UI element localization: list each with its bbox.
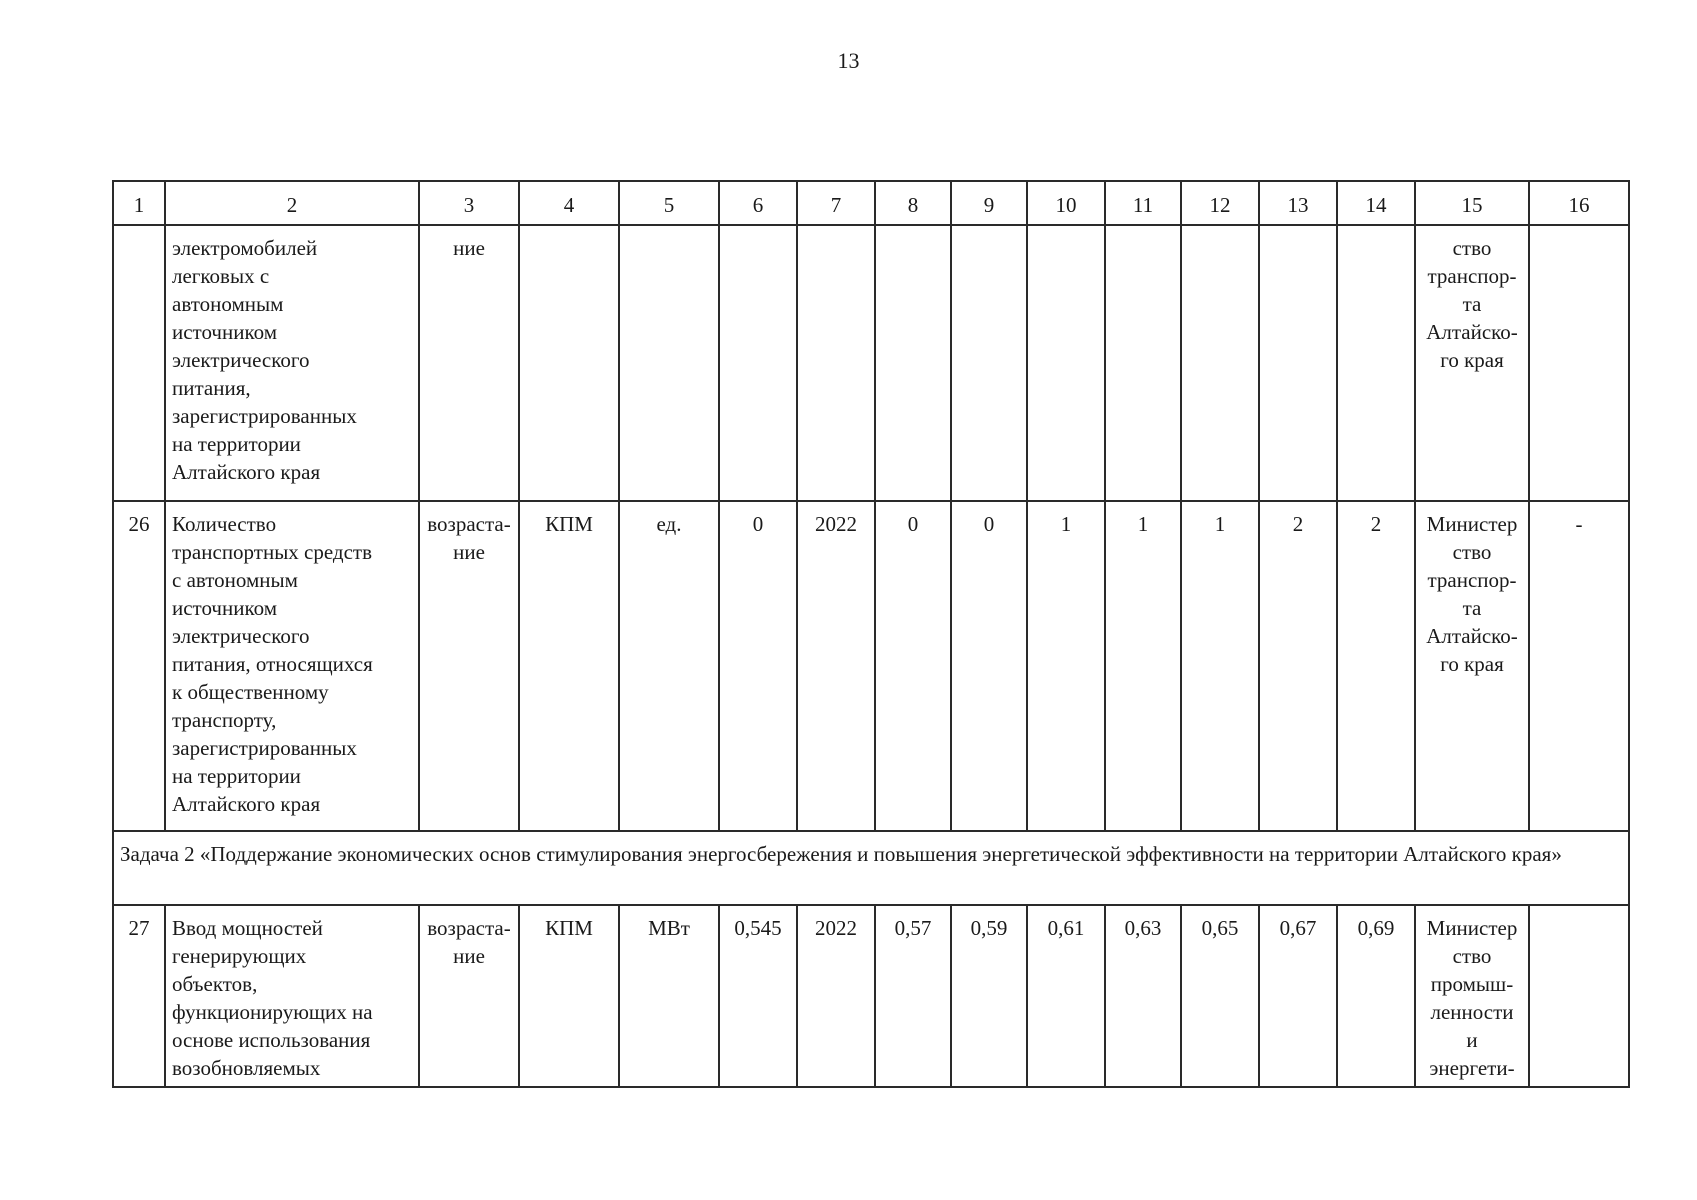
column-header: 2 (165, 181, 419, 225)
column-header: 14 (1337, 181, 1415, 225)
value-cell: 0,63 (1105, 905, 1181, 1087)
indicators-table (112, 180, 1630, 1088)
column-header: 10 (1027, 181, 1105, 225)
trend-cell: возраста- ние (419, 501, 519, 831)
table-row (113, 905, 1629, 1087)
value-cell: 0,61 (1027, 905, 1105, 1087)
source-cell: КПМ (519, 905, 619, 1087)
note-cell (1529, 225, 1629, 501)
unit-cell: ед. (619, 501, 719, 831)
note-cell: - (1529, 501, 1629, 831)
value-cell: 1 (1027, 501, 1105, 831)
responsible-cell: Министер ство промыш- ленности и энергети- (1415, 905, 1529, 1087)
value-cell (1027, 225, 1105, 501)
value-cell: 0 (951, 501, 1027, 831)
value-cell: 2 (1337, 501, 1415, 831)
value-cell (1105, 225, 1181, 501)
value-cell: 0,69 (1337, 905, 1415, 1087)
unit-cell (619, 225, 719, 501)
value-cell (1337, 225, 1415, 501)
column-header: 8 (875, 181, 951, 225)
column-header: 1 (113, 181, 165, 225)
table-row (113, 225, 1629, 501)
unit-cell: МВт (619, 905, 719, 1087)
value-cell: 0,57 (875, 905, 951, 1087)
table-row (113, 501, 1629, 831)
base-year-cell: 2022 (797, 501, 875, 831)
indicator-name-cell: Ввод мощностей генерирующих объектов, функционирующих на основе использования возобновляемых (165, 905, 419, 1087)
note-cell (1529, 905, 1629, 1087)
value-cell: 2 (1259, 501, 1337, 831)
column-header: 5 (619, 181, 719, 225)
column-header: 9 (951, 181, 1027, 225)
column-header: 4 (519, 181, 619, 225)
indicator-name-cell: электромобилей легковых с автономным источником электрического питания, зарегистрированных на территории Алтайского края (165, 225, 419, 501)
source-cell: КПМ (519, 501, 619, 831)
source-cell (519, 225, 619, 501)
value-cell: 0 (875, 501, 951, 831)
base-value-cell: 0 (719, 501, 797, 831)
value-cell: 0,59 (951, 905, 1027, 1087)
value-cell (951, 225, 1027, 501)
indicator-name-cell: Количество транспортных средств с автономным источником электрического питания, относящихся к общественному транспорту, зарегистрированных на территории Алтайского края (165, 501, 419, 831)
task-heading: Задача 2 «Поддержание экономических основ стимулирования энергосбережения и повышения энергетической эффективности на территории Алтайского края» (113, 831, 1629, 905)
column-header: 13 (1259, 181, 1337, 225)
column-header: 7 (797, 181, 875, 225)
responsible-cell: Министер ство транспор- та Алтайско- го края (1415, 501, 1529, 831)
column-header: 6 (719, 181, 797, 225)
value-cell (875, 225, 951, 501)
table-header-row (113, 181, 1629, 225)
trend-cell: ние (419, 225, 519, 501)
row-number-cell (113, 225, 165, 501)
task-heading-row (113, 831, 1629, 905)
value-cell: 0,65 (1181, 905, 1259, 1087)
base-year-cell: 2022 (797, 905, 875, 1087)
trend-cell: возраста- ние (419, 905, 519, 1087)
page-number: 13 (837, 48, 860, 73)
base-year-cell (797, 225, 875, 501)
column-header: 16 (1529, 181, 1629, 225)
base-value-cell (719, 225, 797, 501)
value-cell (1259, 225, 1337, 501)
column-header: 12 (1181, 181, 1259, 225)
value-cell (1181, 225, 1259, 501)
row-number-cell: 27 (113, 905, 165, 1087)
column-header: 11 (1105, 181, 1181, 225)
column-header: 3 (419, 181, 519, 225)
value-cell: 1 (1181, 501, 1259, 831)
value-cell: 1 (1105, 501, 1181, 831)
row-number-cell: 26 (113, 501, 165, 831)
responsible-cell: ство транспор- та Алтайско- го края (1415, 225, 1529, 501)
base-value-cell: 0,545 (719, 905, 797, 1087)
column-header: 15 (1415, 181, 1529, 225)
value-cell: 0,67 (1259, 905, 1337, 1087)
